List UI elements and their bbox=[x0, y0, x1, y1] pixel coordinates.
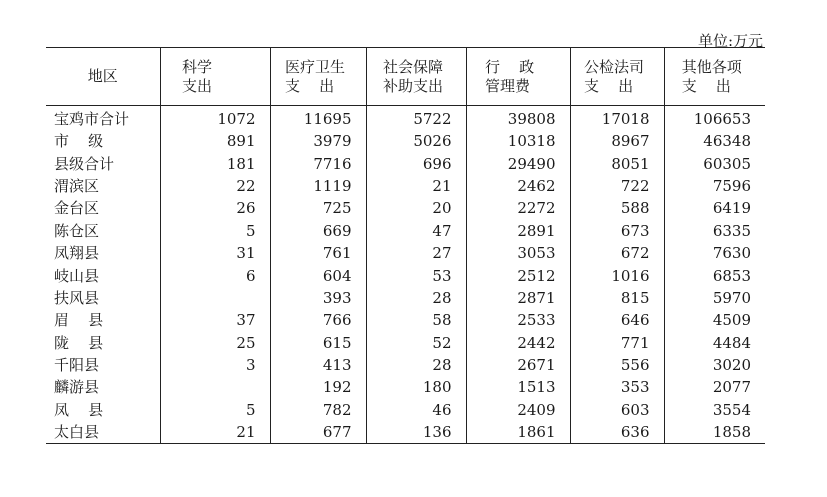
cell-other: 4484 bbox=[664, 332, 765, 354]
cell-social-security: 52 bbox=[366, 332, 466, 354]
cell-social-security: 180 bbox=[366, 376, 466, 398]
cell-social-security: 53 bbox=[366, 264, 466, 286]
cell-admin: 2671 bbox=[466, 354, 570, 376]
cell-region: 眉 县 bbox=[54, 311, 104, 330]
column-header-admin: 行 政 管理费 bbox=[466, 48, 570, 106]
cell-public-security: 588 bbox=[570, 197, 664, 219]
cell-medical: 7716 bbox=[270, 152, 366, 174]
cell-other: 7596 bbox=[664, 175, 765, 197]
cell-admin: 2512 bbox=[466, 264, 570, 286]
cell-social-security: 58 bbox=[366, 309, 466, 331]
cell-region: 岐山县 bbox=[54, 266, 100, 285]
cell-science: 22 bbox=[160, 175, 270, 197]
cell-social-security: 5722 bbox=[366, 106, 466, 131]
table-row bbox=[46, 309, 765, 331]
cell-admin: 10318 bbox=[466, 130, 570, 152]
cell-medical: 725 bbox=[270, 197, 366, 219]
cell-social-security: 46 bbox=[366, 399, 466, 421]
header-row bbox=[46, 48, 765, 106]
cell-social-security: 21 bbox=[366, 175, 466, 197]
table-row bbox=[46, 175, 765, 197]
cell-social-security: 136 bbox=[366, 421, 466, 444]
cell-medical: 615 bbox=[270, 332, 366, 354]
cell-medical: 669 bbox=[270, 220, 366, 242]
cell-public-security: 556 bbox=[570, 354, 664, 376]
table-row bbox=[46, 130, 765, 152]
cell-admin: 2272 bbox=[466, 197, 570, 219]
cell-admin: 1513 bbox=[466, 376, 570, 398]
cell-science: 5 bbox=[160, 220, 270, 242]
cell-admin: 39808 bbox=[466, 106, 570, 131]
cell-admin: 2409 bbox=[466, 399, 570, 421]
cell-admin: 2462 bbox=[466, 175, 570, 197]
cell-social-security: 20 bbox=[366, 197, 466, 219]
table-row bbox=[46, 332, 765, 354]
cell-admin: 29490 bbox=[466, 152, 570, 174]
cell-science: 5 bbox=[160, 399, 270, 421]
cell-medical: 604 bbox=[270, 264, 366, 286]
cell-other: 6853 bbox=[664, 264, 765, 286]
table-row bbox=[46, 421, 765, 444]
column-header-other: 其他各项 支 出 bbox=[664, 48, 765, 106]
cell-science: 26 bbox=[160, 197, 270, 219]
cell-public-security: 771 bbox=[570, 332, 664, 354]
cell-admin: 2891 bbox=[466, 220, 570, 242]
table-row bbox=[46, 152, 765, 174]
cell-social-security: 28 bbox=[366, 287, 466, 309]
cell-admin: 2871 bbox=[466, 287, 570, 309]
column-header-social-security: 社会保障 补助支出 bbox=[366, 48, 466, 106]
cell-medical: 11695 bbox=[270, 106, 366, 131]
cell-other: 60305 bbox=[664, 152, 765, 174]
cell-social-security: 5026 bbox=[366, 130, 466, 152]
cell-medical: 393 bbox=[270, 287, 366, 309]
cell-other: 6419 bbox=[664, 197, 765, 219]
cell-science: 21 bbox=[160, 421, 270, 444]
cell-region: 太白县 bbox=[46, 421, 160, 444]
cell-medical: 677 bbox=[270, 421, 366, 444]
cell-other: 1858 bbox=[664, 421, 765, 444]
cell-public-security: 1016 bbox=[570, 264, 664, 286]
cell-admin: 2442 bbox=[466, 332, 570, 354]
table-row bbox=[46, 354, 765, 376]
cell-social-security: 47 bbox=[366, 220, 466, 242]
cell-public-security: 636 bbox=[570, 421, 664, 444]
cell-science: 1072 bbox=[160, 106, 270, 131]
cell-region: 县级合计 bbox=[54, 154, 115, 173]
cell-other: 3020 bbox=[664, 354, 765, 376]
cell-medical: 192 bbox=[270, 376, 366, 398]
cell-admin: 2533 bbox=[466, 309, 570, 331]
cell-social-security: 27 bbox=[366, 242, 466, 264]
expenditure-table bbox=[46, 47, 765, 444]
table-row bbox=[46, 264, 765, 286]
table-row bbox=[46, 220, 765, 242]
cell-science bbox=[160, 376, 270, 398]
cell-medical: 3979 bbox=[270, 130, 366, 152]
cell-other: 4509 bbox=[664, 309, 765, 331]
cell-science: 31 bbox=[160, 242, 270, 264]
cell-science bbox=[160, 287, 270, 309]
cell-other: 7630 bbox=[664, 242, 765, 264]
cell-region: 陈仓区 bbox=[54, 221, 100, 240]
cell-science: 181 bbox=[160, 152, 270, 174]
cell-social-security: 696 bbox=[366, 152, 466, 174]
cell-public-security: 722 bbox=[570, 175, 664, 197]
table-row bbox=[46, 242, 765, 264]
cell-medical: 1119 bbox=[270, 175, 366, 197]
cell-medical: 766 bbox=[270, 309, 366, 331]
cell-region: 扶风县 bbox=[54, 288, 100, 307]
cell-other: 3554 bbox=[664, 399, 765, 421]
cell-science: 891 bbox=[160, 130, 270, 152]
cell-other: 106653 bbox=[664, 106, 765, 131]
cell-admin: 1861 bbox=[466, 421, 570, 444]
cell-public-security: 603 bbox=[570, 399, 664, 421]
unit-label: 单位:万元 bbox=[697, 32, 763, 50]
table-row bbox=[46, 106, 765, 131]
column-header-public-security: 公检法司 支 出 bbox=[570, 48, 664, 106]
cell-science: 3 bbox=[160, 354, 270, 376]
cell-region: 渭滨区 bbox=[54, 176, 100, 195]
cell-region: 凤 县 bbox=[54, 400, 104, 419]
cell-medical: 413 bbox=[270, 354, 366, 376]
cell-medical: 761 bbox=[270, 242, 366, 264]
table-row bbox=[46, 399, 765, 421]
cell-region: 宝鸡市合计 bbox=[54, 110, 130, 128]
cell-public-security: 815 bbox=[570, 287, 664, 309]
table-row bbox=[46, 376, 765, 398]
cell-medical: 782 bbox=[270, 399, 366, 421]
column-header-science: 科学 支出 bbox=[160, 48, 270, 106]
cell-public-security: 8051 bbox=[570, 152, 664, 174]
cell-admin: 3053 bbox=[466, 242, 570, 264]
cell-region: 凤翔县 bbox=[54, 244, 100, 263]
column-header-region: 地区 bbox=[46, 48, 160, 106]
cell-public-security: 672 bbox=[570, 242, 664, 264]
table-body bbox=[46, 106, 765, 444]
cell-public-security: 17018 bbox=[570, 106, 664, 131]
column-header-medical: 医疗卫生 支 出 bbox=[270, 48, 366, 106]
cell-region: 市 级 bbox=[54, 132, 104, 151]
cell-other: 5970 bbox=[664, 287, 765, 309]
cell-other: 2077 bbox=[664, 376, 765, 398]
cell-public-security: 646 bbox=[570, 309, 664, 331]
cell-region: 千阳县 bbox=[54, 356, 100, 375]
cell-region: 陇 县 bbox=[54, 333, 104, 352]
cell-science: 37 bbox=[160, 309, 270, 331]
table-row bbox=[46, 287, 765, 309]
cell-science: 6 bbox=[160, 264, 270, 286]
cell-public-security: 8967 bbox=[570, 130, 664, 152]
cell-public-security: 673 bbox=[570, 220, 664, 242]
cell-social-security: 28 bbox=[366, 354, 466, 376]
table-row bbox=[46, 197, 765, 219]
cell-other: 46348 bbox=[664, 130, 765, 152]
cell-public-security: 353 bbox=[570, 376, 664, 398]
table-header bbox=[46, 48, 765, 106]
cell-science: 25 bbox=[160, 332, 270, 354]
cell-region: 麟游县 bbox=[54, 378, 100, 397]
cell-other: 6335 bbox=[664, 220, 765, 242]
cell-region: 金台区 bbox=[54, 199, 100, 218]
